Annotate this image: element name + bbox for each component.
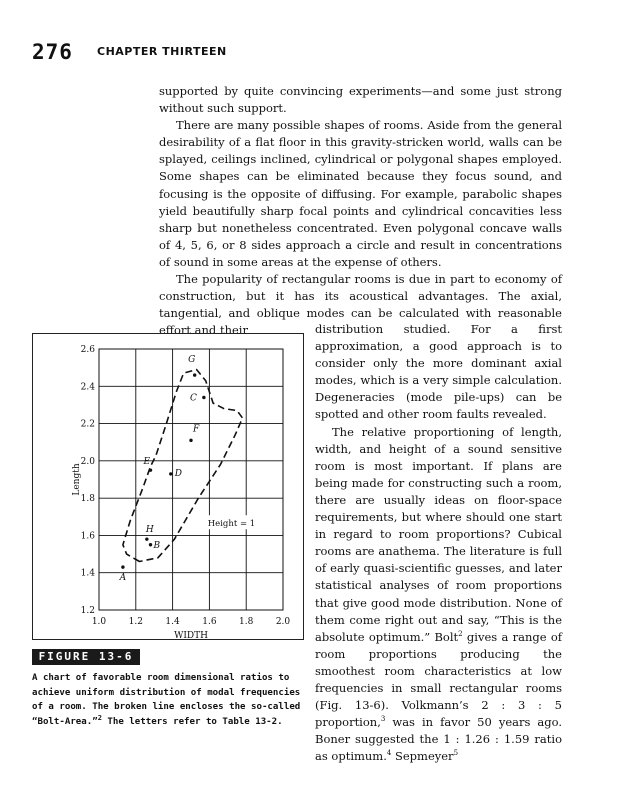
data-point-c: [202, 396, 205, 399]
paragraph-4: [315, 424, 562, 766]
data-point-a: [121, 565, 124, 568]
y-tick-label: 2.6: [80, 345, 95, 355]
data-point-h: [145, 537, 148, 540]
x-tick-label: 2.0: [275, 617, 291, 627]
plot-area-border: [99, 349, 283, 610]
paragraph-2: There are many possible shapes of rooms. Aside from the general desirability of a flat floor in this gravity-stricken world, walls can be splayed, ceilings inclined, cylindrical or polygonal shapes employed. Some shapes can be eliminated because they focus sound, and focusing is the opposite of diffusing. For example, parabolic shapes yield beautifully sharp focal points and cylindrical concavities less sharp but nonetheless concentrated. Even polygonal concave walls of 4, 5, 6, or 8 sides approach a circle and result in concentrations of sound in some areas at the expense of others.: [159, 118, 562, 269]
figure-frame: [32, 333, 304, 640]
data-point-b: [149, 543, 152, 546]
point-label-c: C: [189, 393, 197, 404]
x-tick-label: 1.0: [91, 617, 107, 627]
paragraph-3-start: The popularity of rectangular rooms is due in part to economy of construction, but it has its acoustical advantages. The axial, tangential, and oblique modes can be calculated with reasonable effort and their: [159, 272, 562, 338]
point-label-g: G: [188, 355, 196, 366]
point-label-d: D: [174, 468, 182, 479]
y-tick-label: 1.2: [80, 606, 95, 616]
figure-label: FIGURE 13-6: [32, 649, 140, 665]
paragraph-4-text-c: was in favor 50 years ago. Boner suggested the 1 : 1.26 : 1.59 ratio as optimum.: [315, 715, 562, 764]
paragraph-4-text-d: Sepmeyer: [391, 749, 454, 764]
x-tick-label: 1.4: [165, 617, 180, 627]
paragraph-1: supported by quite convincing experiments—and some just strong without such support.: [159, 84, 562, 116]
x-tick-label: 1.8: [239, 617, 254, 627]
y-tick-label: 2.0: [80, 456, 95, 467]
chapter-title: CHAPTER THIRTEEN: [97, 45, 227, 58]
caption-reference: 2: [97, 713, 102, 722]
y-tick-label: 1.8: [80, 494, 95, 505]
paragraph-4-text-b: gives a range of room proportions producing the smoothest room characteristics at low frequencies in small rectangular rooms (Fig. 13-6). Volkmann’s 2 : 3 : 5 proportion,: [315, 629, 562, 730]
caption-text-end: The letters refer to Table 13-2.: [101, 716, 283, 727]
paragraph-3-continued: distribution studied. For a first approximation, a good approach is to consider only the more dominant axial modes, which is a very simple calculation. Degeneracies (mode pile-ups) can be spotted and other room faults revealed.: [315, 322, 562, 422]
reference-superscript: 3: [380, 715, 386, 724]
right-column-text: [315, 321, 562, 765]
height-annotation: Height = 1: [207, 519, 256, 530]
point-label-a: A: [119, 573, 127, 584]
reference-superscript: 2: [458, 629, 463, 638]
point-label-e: E: [143, 457, 151, 468]
bolt-area-boundary: [123, 370, 243, 562]
y-axis-label: Length: [72, 463, 82, 496]
figure-caption: [32, 671, 304, 729]
y-tick-label: 2.2: [80, 419, 95, 430]
bolt-area-chart: [33, 334, 303, 639]
x-tick-label: 1.2: [128, 617, 143, 627]
x-tick-label: 1.6: [202, 617, 217, 627]
caption-text: A chart of favorable room dimensional ratios to achieve uniform distribution of modal frequencies of a room. The broken line encloses the so-called “Bolt-Area.”: [32, 673, 301, 727]
data-point-g: [193, 373, 196, 376]
paragraph-4-text-a: The relative proportioning of length, width, and height of a sound sensitive room is most important. If plans are being made for constructing such a room, there are usually ideas on floor-space requirements, but where should one start in regard to room proportions? Cubical rooms are anathema. The literature is full of early quasi-scientific guesses, and later statistical analyses of room proportions that give good mode distribution. None of them come right out and say, “This is the absolute optimum.” Bolt: [315, 424, 562, 644]
y-tick-label: 1.6: [80, 531, 95, 542]
data-point-f: [189, 439, 192, 442]
top-text-block: [159, 83, 562, 339]
page-number: 276: [32, 40, 73, 64]
data-point-e: [149, 468, 152, 471]
point-label-b: B: [153, 540, 161, 551]
reference-superscript: 5: [453, 749, 459, 758]
y-tick-label: 1.4: [80, 568, 95, 579]
point-label-h: H: [145, 525, 154, 536]
data-point-d: [169, 472, 172, 475]
reference-superscript: 4: [386, 749, 392, 758]
y-tick-label: 2.4: [80, 382, 95, 393]
point-label-f: F: [193, 424, 200, 435]
x-axis-label: WIDTH: [174, 631, 208, 639]
